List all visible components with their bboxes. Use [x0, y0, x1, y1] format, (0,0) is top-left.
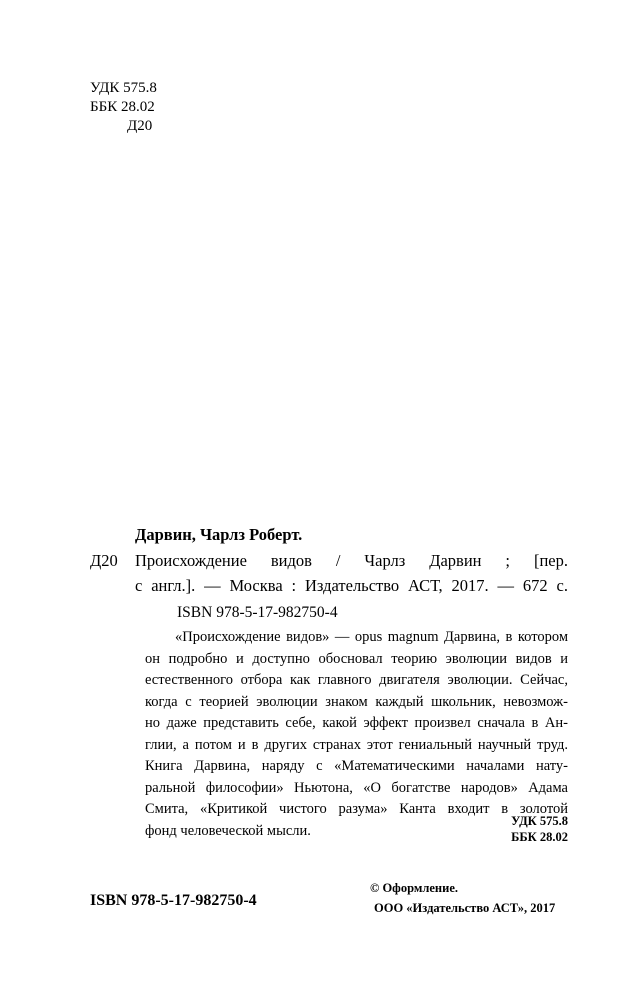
title-statement-line-1: Происхождение видов / Чарлз Дарвин ; [пер.: [135, 551, 568, 570]
catalog-author-mark: Д20: [90, 551, 118, 570]
annotation: [145, 627, 568, 842]
annotation-line: он подробно и доступно обосновал теорию эволюции видов и: [145, 650, 568, 667]
copyright-notice: [370, 878, 555, 918]
annotation-line: «Происхождение видов» — opus magnum Дарвина, в котором: [175, 629, 568, 645]
udc-code: УДК 575.8: [90, 80, 157, 96]
copyright-line-2: ООО «Издательство АСТ», 2017: [374, 901, 556, 915]
bbk-code: ББК 28.02: [90, 99, 155, 115]
classification-codes-top: [90, 79, 157, 136]
annotation-line: но даже представить себе, какой эффект произвел сначала в Ан-: [145, 715, 568, 731]
bbk-code-bottom: ББК 28.02: [511, 830, 568, 844]
annotation-line: ральной философии» Ньютона, «О богатстве народов» Адама: [145, 779, 568, 796]
annotation-line: когда с теорией эволюции знаком каждый школьник, невозмож-: [145, 693, 568, 710]
annotation-line: Смита, «Критикой чистого разума» Канта входит в золотой: [145, 801, 568, 817]
copyright-line-1: © Оформление.: [370, 881, 459, 895]
udc-code-bottom: УДК 575.8: [511, 814, 568, 828]
annotation-line: фонд человеческой мысли.: [145, 822, 311, 839]
author-heading: Дарвин, Чарлз Роберт.: [135, 525, 303, 544]
classification-codes-bottom: [511, 813, 568, 845]
isbn-bottom: ISBN 978-5-17-982750-4: [90, 892, 257, 909]
catalog-isbn: ISBN 978-5-17-982750-4: [177, 604, 338, 621]
annotation-line: глии, а потом и в других странах этот гениальный научный труд.: [145, 736, 568, 753]
author-mark: Д20: [127, 118, 153, 134]
title-statement-line-2: с англ.]. — Москва : Издательство АСТ, 2017. — 672 с.: [135, 576, 568, 595]
annotation-line: естественного отбора как главного двигателя эволюции. Сейчас,: [145, 672, 568, 688]
annotation-line: Книга Дарвина, наряду с «Математическими началами нату-: [145, 758, 568, 774]
